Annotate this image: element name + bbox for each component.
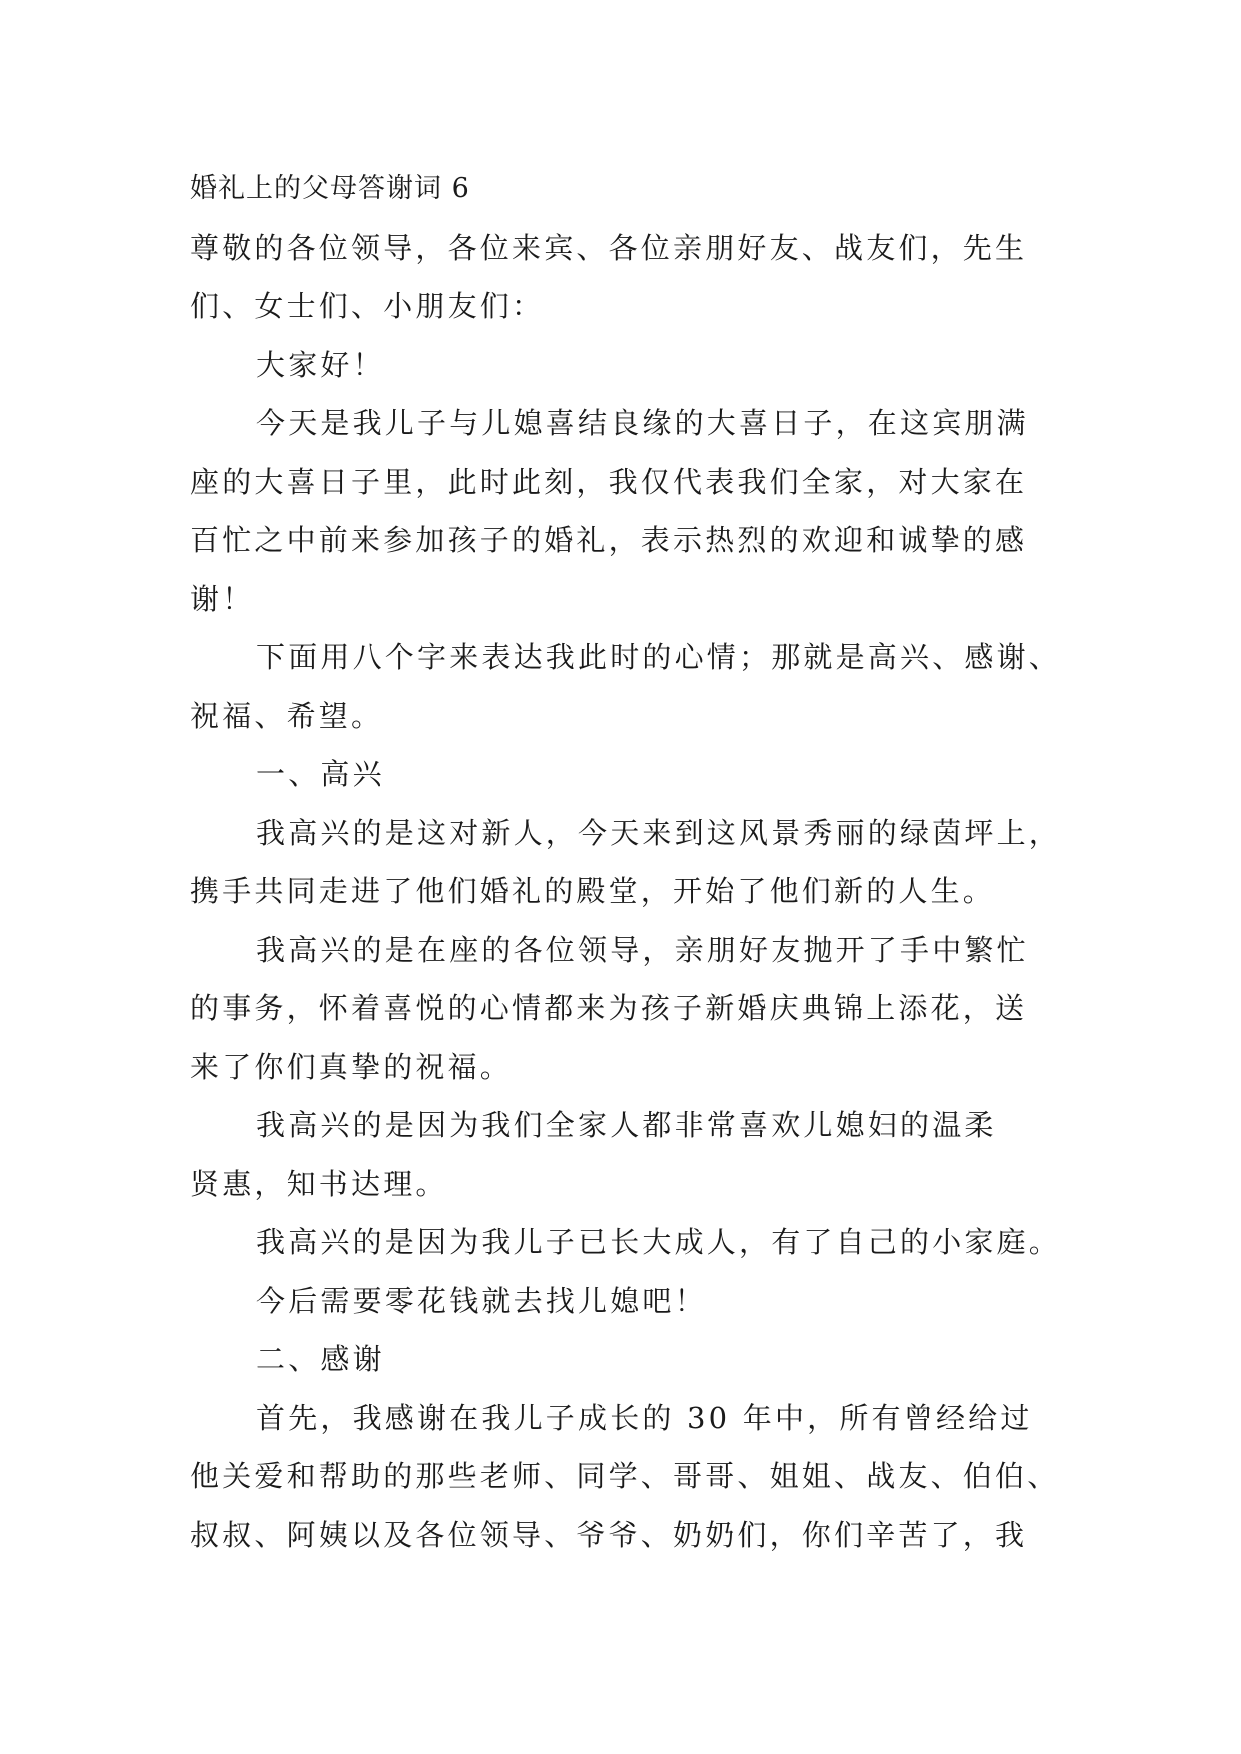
paragraph-line: 叔叔、阿姨以及各位领导、爷爷、奶奶们，你们辛苦了，我	[190, 1517, 1028, 1552]
section-heading: 二、感谢	[256, 1342, 385, 1376]
paragraph-line: 们、女士们、小朋友们：	[190, 289, 545, 323]
paragraph-line: 座的大喜日子里，此时此刻，我仅代表我们全家，对大家在	[190, 464, 1028, 499]
paragraph-line: 谢！	[190, 581, 255, 616]
paragraph-line: 今天是我儿子与儿媳喜结良缘的大喜日子，在这宾朋满	[256, 406, 1029, 440]
paragraph-line: 下面用八个字来表达我此时的心情；那就是高兴、感谢、	[256, 640, 1062, 674]
paragraph-line: 大家好！	[256, 347, 385, 382]
paragraph-line: 来了你们真挚的祝福。	[190, 1049, 513, 1084]
paragraph-line: 我高兴的是这对新人，今天来到这风景秀丽的绿茵坪上，	[256, 815, 1062, 850]
paragraph-line: 祝福、希望。	[190, 698, 384, 733]
paragraph-line: 我高兴的是因为我们全家人都非常喜欢儿媳妇的温柔	[256, 1108, 997, 1142]
paragraph-line: 我高兴的是因为我儿子已长大成人，有了自己的小家庭。	[256, 1225, 1062, 1259]
paragraph-line: 他关爱和帮助的那些老师、同学、哥哥、姐姐、战友、伯伯、	[190, 1459, 1060, 1493]
document-title: 婚礼上的父母答谢词 6	[190, 173, 470, 204]
document-body	[190, 160, 1062, 1564]
paragraph-line: 尊敬的各位领导，各位来宾、各位亲朋好友、战友们，先生	[190, 230, 1028, 265]
paragraph-line: 百忙之中前来参加孩子的婚礼，表示热烈的欢迎和诚挚的感	[190, 523, 1028, 557]
paragraph-line: 今后需要零花钱就去找儿媳吧！	[256, 1283, 707, 1318]
section-heading: 一、高兴	[256, 757, 385, 791]
paragraph-line: 贤惠，知书达理。	[190, 1166, 448, 1201]
paragraph-line: 携手共同走进了他们婚礼的殿堂，开始了他们新的人生。	[190, 874, 996, 908]
paragraph-line: 我高兴的是在座的各位领导，亲朋好友抛开了手中繁忙	[256, 932, 1029, 967]
paragraph-line: 的事务，怀着喜悦的心情都来为孩子新婚庆典锦上添花，送	[190, 991, 1028, 1025]
paragraph-line: 首先，我感谢在我儿子成长的 30 年中，所有曾经给过	[256, 1400, 1033, 1435]
